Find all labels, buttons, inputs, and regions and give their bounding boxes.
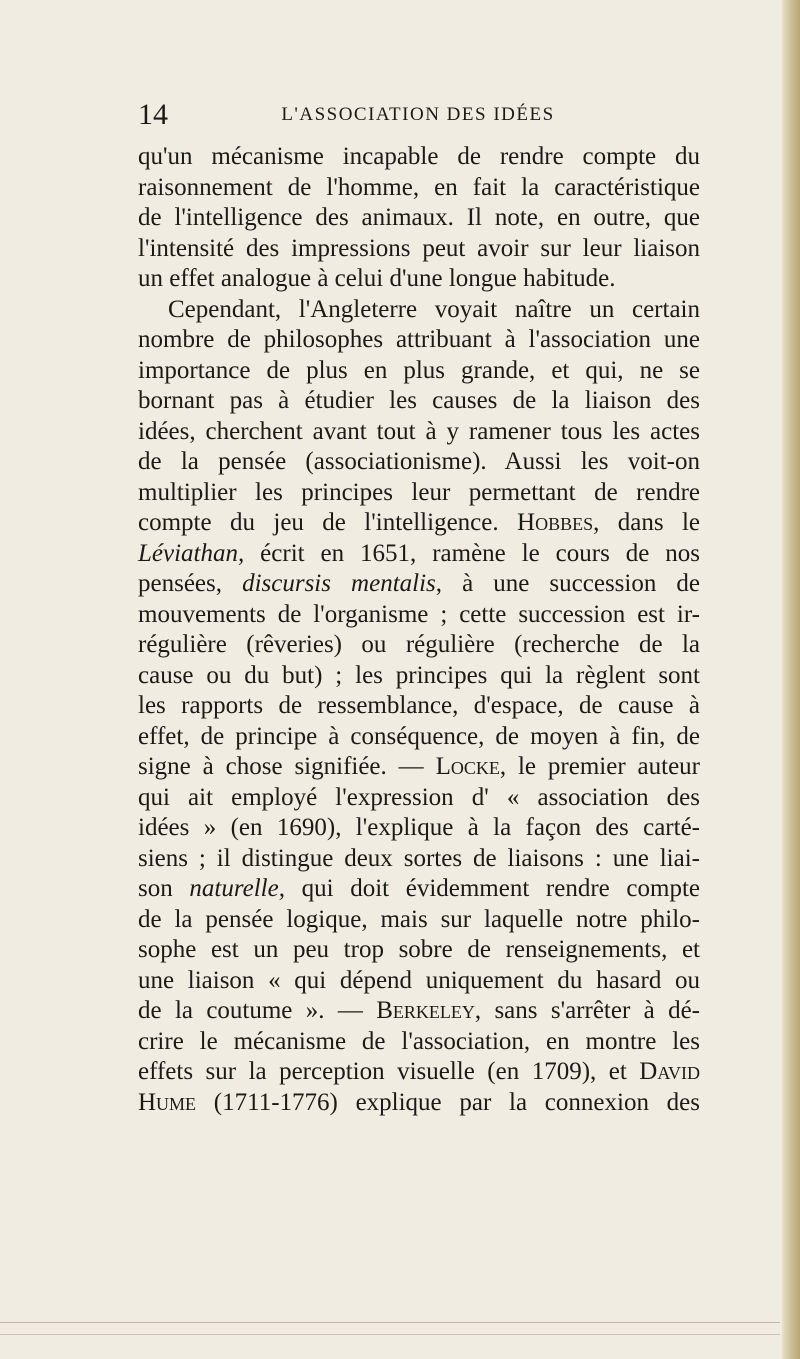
author-name-berkeley: Berkeley <box>376 997 475 1024</box>
author-name-david: David <box>639 1058 700 1085</box>
text-line: qu'un mécanisme incapable de rendre compte du <box>138 143 700 170</box>
text-line: qui ait employé l'expression d' « association des <box>138 783 700 811</box>
running-title: L'ASSOCIATION DES IDÉES <box>281 104 555 125</box>
text-line: un effet analogue à celui d'une longue habitude. <box>138 265 616 292</box>
text-line: multiplier les principes leur permettant de rendre <box>138 478 700 506</box>
text-line: de la coutume ». — Berkeley, sans s'arrêter à dé- <box>138 997 700 1024</box>
author-name-hume: Hume <box>138 1088 197 1116</box>
text-line: importance de plus en plus grande, et qui, ne se <box>138 356 700 384</box>
text-line: sophe est un peu trop sobre de renseignements, et <box>138 936 700 963</box>
text-line: de la pensée (associationisme). Aussi les voit-on <box>138 448 700 475</box>
text-line: raisonnement de l'homme, en fait la caractéristique <box>138 173 700 201</box>
text-line: effets sur la perception visuelle (en 1709), et David <box>138 1058 700 1085</box>
text-line: crire le mécanisme de l'association, en montre les <box>138 1027 700 1055</box>
text-line: Léviathan, écrit en 1651, ramène le cours de nos <box>138 539 700 567</box>
text-line: de l'intelligence des animaux. Il note, en outre, que <box>138 204 700 231</box>
text-line: une liaison « qui dépend uniquement du hasard ou <box>138 966 700 994</box>
text-line: l'intensité des impressions peut avoir sur leur liaison <box>138 234 700 262</box>
text-line: siens ; il distingue deux sortes de liaisons : une liai- <box>138 844 700 872</box>
scan-line-2 <box>0 1334 780 1335</box>
scan-line-1 <box>0 1322 780 1323</box>
text-line: pensées, discursis mentalis, à une succession de <box>138 570 701 597</box>
text-line: compte du jeu de l'intelligence. Hobbes, dans le <box>138 509 700 536</box>
term-naturelle: naturelle, <box>189 875 285 902</box>
text-line: idées » (en 1690), l'explique à la façon des carté- <box>138 814 700 841</box>
text-line: nombre de philosophes attribuant à l'association une <box>138 326 700 353</box>
text-line: idées, cherchent avant tout à y ramener tous les actes <box>138 417 700 445</box>
text-line: régulière (rêveries) ou régulière (recherche de la <box>138 631 700 658</box>
page-number: 14 <box>138 98 168 131</box>
page-edge-shadow <box>782 0 800 1359</box>
text-line: effet, de principe à conséquence, de moyen à fin, de <box>138 722 700 750</box>
book-title-leviathan: Léviathan, <box>138 539 245 567</box>
text-line: de la pensée logique, mais sur laquelle notre philo- <box>138 905 700 933</box>
text-line: cause ou du but) ; les principes qui la règlent sont <box>138 661 700 689</box>
body-text <box>138 142 700 1118</box>
text-line: signe à chose signifiée. — Locke, le premier auteur <box>138 753 700 780</box>
text-line: Hume (1711-1776) explique par la connexion des <box>138 1088 700 1116</box>
text-line: bornant pas à étudier les causes de la liaison des <box>138 387 700 414</box>
text-line: les rapports de ressemblance, d'espace, de cause à <box>138 692 700 719</box>
page-header <box>138 98 698 132</box>
author-name-locke: Locke <box>435 753 500 780</box>
text-line: son naturelle, qui doit évidemment rendre compte <box>138 875 700 902</box>
latin-term: discursis mentalis <box>242 570 436 597</box>
text-line: mouvements de l'organisme ; cette succession est ir- <box>138 600 700 628</box>
author-name-hobbes: Hobbes <box>517 509 594 536</box>
text-line: Cependant, l'Angleterre voyait naître un certain <box>168 295 700 323</box>
